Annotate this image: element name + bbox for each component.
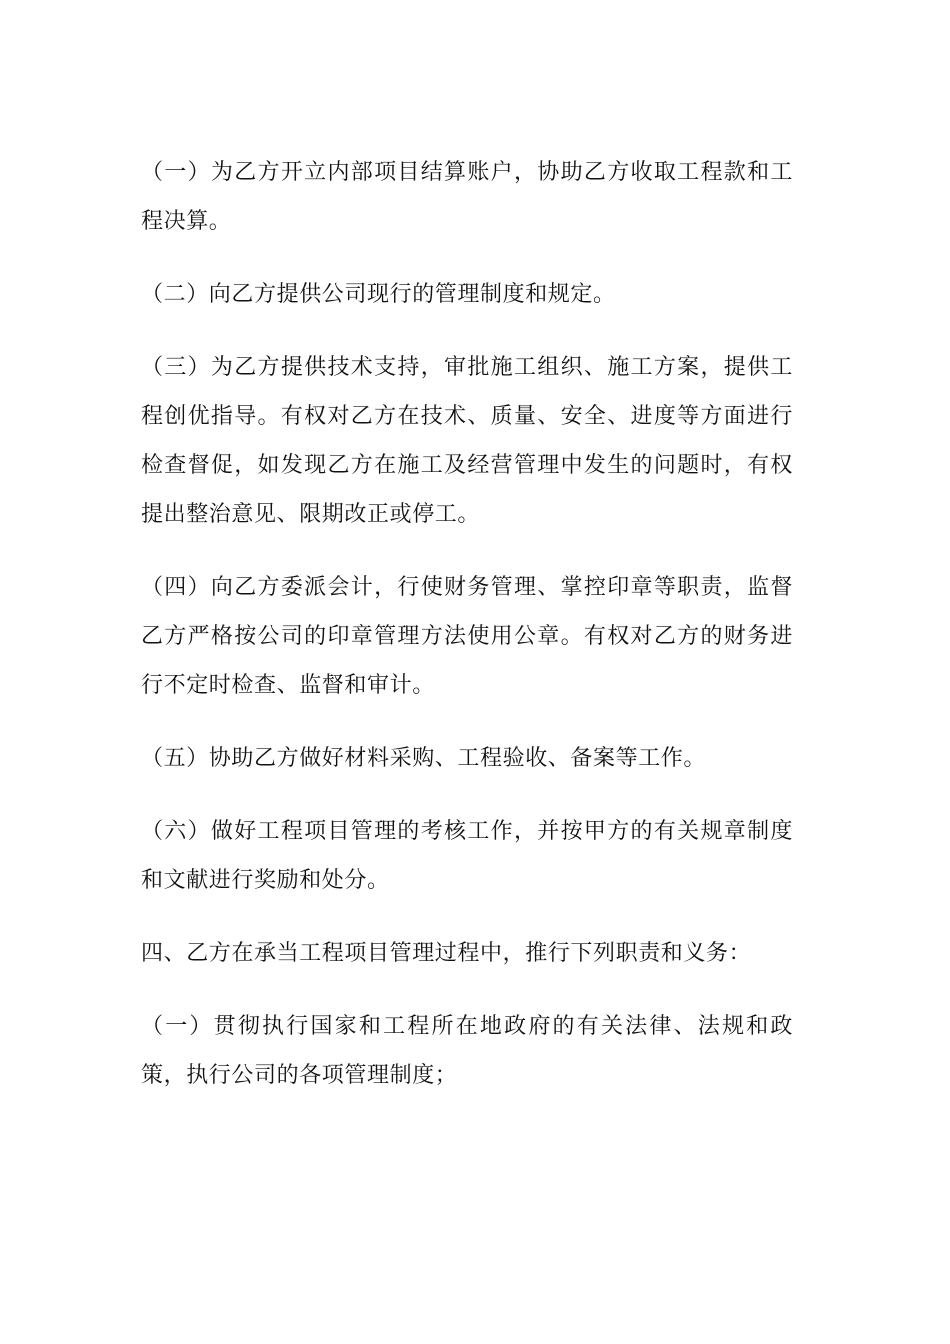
paragraph-4-clause-4: （四）向乙方委派会计，行使财务管理、掌控印章等职责，监督乙方严格按公司的印章管理方法使用公章。有权对乙方的财务进行不定时检查、监督和审计。: [141, 575, 793, 698]
paragraph-3-clause-3: （三）为乙方提供技术支持，审批施工组织、施工方案，提供工程创优指导。有权对乙方在技术、质量、安全、进度等方面进行检查督促，如发现乙方在施工及经营管理中发生的问题时，有权提出整治意见、限期改正或停工。: [141, 355, 793, 527]
paragraph-6-clause-6: （六）做好工程项目管理的考核工作，并按甲方的有关规章制度和文献进行奖励和处分。: [141, 819, 793, 893]
paragraph-8-clause-1: （一）贯彻执行国家和工程所在地政府的有关法律、法规和政策，执行公司的各项管理制度；: [141, 1014, 793, 1088]
section-heading-four: 四、乙方在承当工程项目管理过程中，推行下列职责和义务：: [141, 941, 752, 966]
paragraph-1-clause-1: （一）为乙方开立内部项目结算账户，协助乙方收取工程款和工程决算。: [141, 160, 793, 234]
document-body: [141, 148, 793, 1100]
paragraph-5-clause-5: （五）协助乙方做好材料采购、工程验收、备案等工作。: [141, 746, 707, 771]
paragraph-2-clause-2: （二）向乙方提供公司现行的管理制度和规定。: [141, 282, 616, 307]
